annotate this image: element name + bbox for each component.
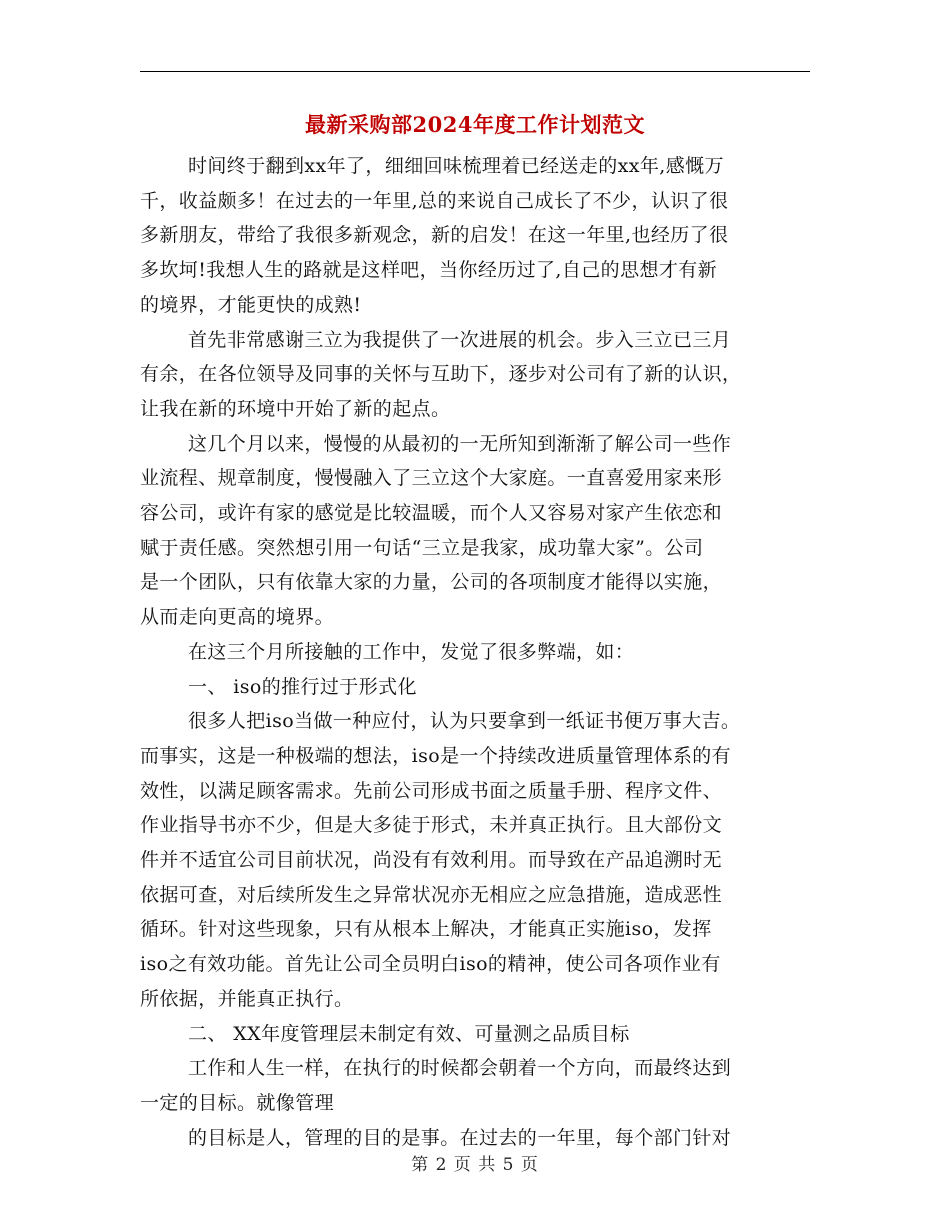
text-line: 千，收益颇多！在过去的一年里,总的来说自己成长了不少，认识了很 bbox=[140, 189, 729, 212]
page-number-footer: 第 2 页 共 5 页 bbox=[411, 1155, 539, 1175]
text-line: iso之有效功能。首先让公司全员明白iso的精神，使公司各项作业有 bbox=[140, 953, 721, 976]
text-line: 首先非常感谢三立为我提供了一次进展的机会。步入三立已三月 bbox=[188, 328, 732, 351]
text-line: 从而走向更高的境界。 bbox=[140, 606, 335, 629]
text-line: 的目标是人，管理的目的是事。在过去的一年里，每个部门针对 bbox=[188, 1126, 732, 1149]
section-heading: 二、 XX年度管理层未制定有效、可量测之品质目标 bbox=[188, 1022, 630, 1045]
text-line: 而事实，这是一种极端的想法，iso是一个持续改进质量管理体系的有 bbox=[140, 744, 732, 767]
text-line: 有余，在各位领导及同事的关怀与互助下，逐步对公司有了新的认识， bbox=[140, 363, 742, 386]
text-line: 循环。针对这些现象，只有从根本上解决，才能真正实施iso，发挥 bbox=[140, 918, 712, 941]
text-line: 所依据，并能真正执行。 bbox=[140, 987, 354, 1010]
text-line: 赋于责任感。突然想引用一句话“三立是我家，成功靠大家”。公司 bbox=[140, 536, 704, 559]
text-line: 依据可查，对后续所发生之异常状况亦无相应之应急措施，造成恶性 bbox=[140, 883, 723, 906]
section-heading: 一、 iso的推行过于形式化 bbox=[188, 675, 417, 698]
text-line: 这几个月以来，慢慢的从最初的一无所知到渐渐了解公司一些作 bbox=[188, 432, 732, 455]
document-title: 最新采购部2024年度工作计划范文 bbox=[305, 112, 645, 137]
text-line: 很多人把iso当做一种应付，认为只要拿到一纸证书便万事大吉。 bbox=[188, 710, 741, 733]
text-line: 件并不适宜公司目前状况，尚没有有效利用。而导致在产品追溯时无 bbox=[140, 849, 723, 872]
text-line: 的境界，才能更快的成熟! bbox=[140, 293, 362, 316]
text-line: 一定的目标。就像管理 bbox=[140, 1091, 335, 1114]
text-line: 让我在新的环境中开始了新的起点。 bbox=[140, 397, 451, 420]
text-line: 容公司，或许有家的感觉是比较温暖，而个人又容易对家产生依恋和 bbox=[140, 502, 723, 525]
text-line: 在这三个月所接触的工作中，发觉了很多弊端，如： bbox=[188, 640, 635, 663]
text-line: 效性，以满足顾客需求。先前公司形成书面之质量手册、程序文件、 bbox=[140, 779, 723, 802]
text-line: 多新朋友，带给了我很多新观念，新的启发！在这一年里,也经历了很 bbox=[140, 224, 729, 247]
text-line: 业流程、规章制度，慢慢融入了三立这个大家庭。一直喜爱用家来形 bbox=[140, 467, 723, 490]
document-body bbox=[140, 149, 812, 1155]
header-rule bbox=[140, 71, 810, 72]
text-line: 时间终于翻到xx年了，细细回味梳理着已经送走的xx年,感慨万 bbox=[188, 155, 724, 177]
text-line: 是一个团队，只有依靠大家的力量，公司的各项制度才能得以实施， bbox=[140, 571, 723, 594]
text-line: 多坎坷!我想人生的路就是这样吧，当你经历过了,自己的思想才有新 bbox=[140, 259, 718, 282]
text-line: 作业指导书亦不少，但是大多徒于形式，未并真正执行。且大部份文 bbox=[140, 814, 723, 837]
text-line: 工作和人生一样，在执行的时候都会朝着一个方向，而最终达到 bbox=[188, 1057, 732, 1080]
